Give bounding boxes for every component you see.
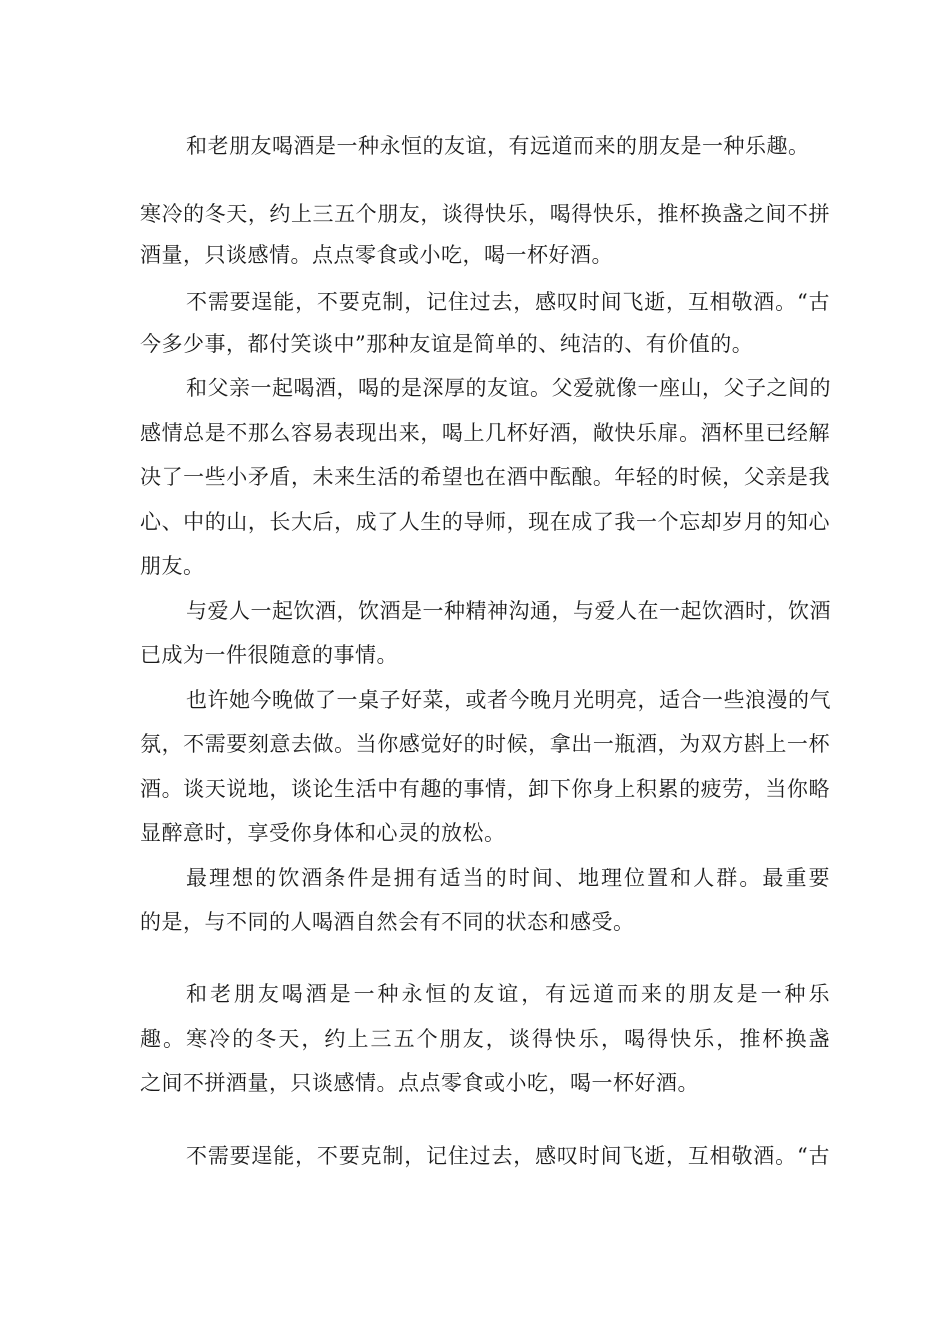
paragraph-3-line-2: 今多少事，都付笑谈中”那种友谊是简单的、纯洁的、有价值的。 bbox=[140, 332, 754, 356]
paragraph-9-line-1: 不需要逞能，不要克制，记住过去，感叹时间飞逝，互相敬酒。“古 bbox=[186, 1144, 830, 1168]
paragraph-1-line-1: 和老朋友喝酒是一种永恒的友谊，有远道而来的朋友是一种乐趣。 bbox=[186, 134, 810, 158]
paragraph-8-line-3: 之间不拼酒量，只谈感情。点点零食或小吃，喝一杯好酒。 bbox=[140, 1071, 699, 1095]
paragraph-6-line-4: 显醉意时，享受你身体和心灵的放松。 bbox=[140, 821, 506, 845]
paragraph-7-line-1: 最理想的饮酒条件是拥有适当的时间、地理位置和人群。最重要 bbox=[186, 866, 830, 890]
paragraph-2-line-2: 酒量，只谈感情。点点零食或小吃，喝一杯好酒。 bbox=[140, 243, 613, 267]
paragraph-6-line-3: 酒。谈天说地，谈论生活中有趣的事情，卸下你身上积累的疲劳，当你略 bbox=[140, 777, 830, 801]
paragraph-4-line-5: 朋友。 bbox=[140, 554, 205, 578]
paragraph-4-line-1: 和父亲一起喝酒，喝的是深厚的友谊。父爱就像一座山，父子之间的 bbox=[186, 376, 831, 400]
paragraph-4-line-2: 感情总是不那么容易表现出来，喝上几杯好酒，敞快乐扉。酒杯里已经解 bbox=[140, 421, 830, 445]
paragraph-6-line-1: 也许她今晚做了一桌子好菜，或者今晚月光明亮，适合一些浪漫的气 bbox=[186, 688, 831, 712]
paragraph-6-line-2: 氛，不需要刻意去做。当你感觉好的时候，拿出一瓶酒，为双方斟上一杯 bbox=[140, 732, 830, 756]
paragraph-2-line-1: 寒冷的冬天，约上三五个朋友，谈得快乐，喝得快乐，推杯换盏之间不拼 bbox=[140, 202, 830, 226]
paragraph-5-line-1: 与爱人一起饮酒，饮酒是一种精神沟通，与爱人在一起饮酒时，饮酒 bbox=[186, 599, 831, 623]
paragraph-7-line-2: 的是，与不同的人喝酒自然会有不同的状态和感受。 bbox=[140, 910, 635, 934]
paragraph-4-line-3: 决了一些小矛盾，未来生活的希望也在酒中酝酿。年轻的时候，父亲是我 bbox=[140, 465, 830, 489]
paragraph-5-line-2: 已成为一件很随意的事情。 bbox=[140, 643, 398, 667]
paragraph-8-line-1: 和老朋友喝酒是一种永恒的友谊，有远道而来的朋友是一种乐 bbox=[186, 982, 830, 1006]
paragraph-8-line-2: 趣。寒冷的冬天，约上三五个朋友，谈得快乐，喝得快乐，推杯换盏 bbox=[140, 1027, 830, 1051]
paragraph-3-line-1: 不需要逞能，不要克制，记住过去，感叹时间飞逝，互相敬酒。“古 bbox=[186, 290, 830, 314]
paragraph-4-line-4: 心、中的山，长大后，成了人生的导师，现在成了我一个忘却岁月的知心 bbox=[140, 510, 830, 534]
